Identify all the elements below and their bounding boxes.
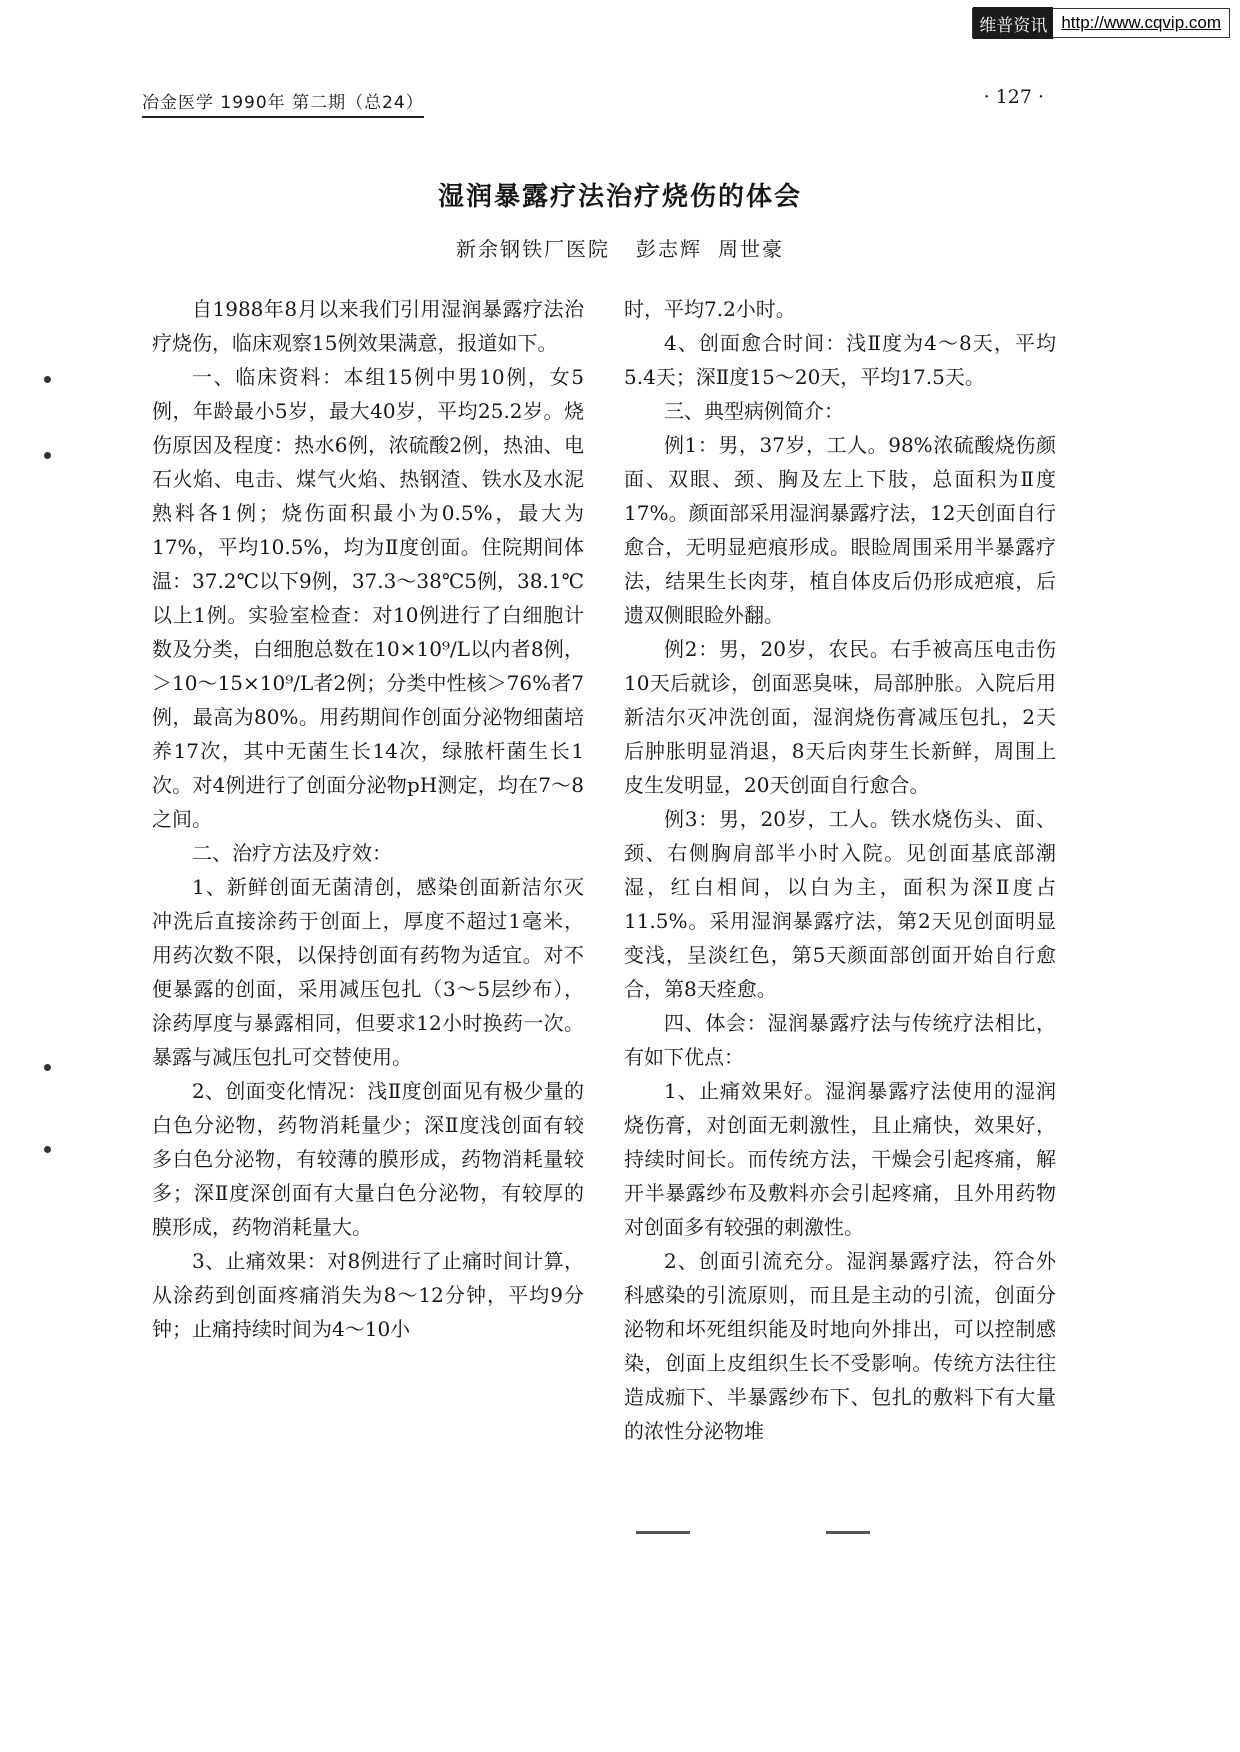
paragraph: 1、止痛效果好。湿润暴露疗法使用的湿润烧伤膏，对创面无刺激性，且止痛快，效果好，持续时间长。而传统方法，干燥会引起疼痛，解开半暴露纱布及敷料亦会引起疼痛，且外用药物对创面多有较强的刺激性。: [624, 1079, 1056, 1239]
right-column: [624, 292, 1056, 1448]
paragraph: 3、止痛效果：对8例进行了止痛时间计算，从涂药到创面疼痛消失为8～12分钟，平均9分钟；止痛持续时间为4～10小: [152, 1249, 584, 1341]
scan-artifact: [636, 1531, 690, 1534]
journal-info: 冶金医学 1990年 第二期（总24）: [142, 93, 424, 118]
page-number: · 127 ·: [983, 86, 1044, 108]
source-watermark: [972, 8, 1230, 38]
paragraph: 4、创面愈合时间：浅Ⅱ度为4～8天，平均5.4天；深Ⅱ度15～20天，平均17.5天。: [624, 331, 1056, 389]
paragraph: 一、临床资料：本组15例中男10例，女5例，年龄最小5岁，最大40岁，平均25.2岁。烧伤原因及程度：热水6例，浓硫酸2例，热油、电石火焰、电击、煤气火焰、热钢渣、铁水及水泥熟料各1例；烧伤面积最小为0.5%，最大为17%，平均10.5%，均为Ⅱ度创面。住院期间体温：37.2℃以下9例，37.3～38℃5例，38.1℃以上1例。实验室检查：对10例进行了白细胞计数及分类，白细胞总数在10×10⁹/L以内者8例，＞10～15×10⁹/L者2例；分类中性核＞76%者7例，最高为80%。用药期间作创面分泌物细菌培养17次，其中无菌生长14次，绿脓杆菌生长1次。对4例进行了创面分泌物pH测定，均在7～8之间。: [152, 365, 584, 831]
article-title: 湿润暴露疗法治疗烧伤的体会: [437, 182, 802, 212]
paragraph: 例2：男，20岁，农民。右手被高压电击伤10天后就诊，创面恶臭味，局部肿胀。入院后用新洁尔灭冲洗创面，湿润烧伤膏减压包扎，2天后肿胀明显消退，8天后肉芽生长新鲜，周围上皮生发明显，20天创面自行愈合。: [624, 637, 1056, 797]
scan-speck: [44, 376, 51, 383]
paragraph: 1、新鲜创面无菌清创，感染创面新洁尔灭冲洗后直接涂药于创面上，厚度不超过1毫米，用药次数不限，以保持创面有药物为适宜。对不便暴露的创面，采用减压包扎（3～5层纱布），涂药厚度与暴露相同，但要求12小时换药一次。暴露与减压包扎可交替使用。: [152, 875, 584, 1069]
paragraph: 时，平均7.2小时。: [624, 297, 796, 321]
section-heading: 三、典型病例简介：: [664, 399, 844, 423]
paragraph: 2、创面变化情况：浅Ⅱ度创面见有极少量的白色分泌物，药物消耗量少；深Ⅱ度浅创面有较多白色分泌物，有较薄的膜形成，药物消耗量较多；深Ⅱ度深创面有大量白色分泌物，有较厚的膜形成，药物消耗量大。: [152, 1079, 584, 1239]
section-heading: 二、治疗方法及疗效：: [192, 841, 392, 865]
scan-artifact: [826, 1531, 870, 1534]
left-column: [152, 292, 584, 1346]
paragraph: 2、创面引流充分。湿润暴露疗法，符合外科感染的引流原则，而且是主动的引流，创面分泌物和坏死组织能及时地向外排出，可以控制感染，创面上皮组织生长不受影响。传统方法往往造成痂下、半暴露纱布下、包扎的敷料下有大量的浓性分泌物堆: [624, 1249, 1056, 1443]
section-heading: 四、体会：湿润暴露疗法与传统疗法相比，有如下优点：: [624, 1011, 1056, 1069]
scan-speck: [44, 1064, 51, 1071]
affiliation: 新余钢铁厂医院: [456, 237, 610, 261]
paragraph: 自1988年8月以来我们引用湿润暴露疗法治疗烧伤，临床观察15例效果满意，报道如下。: [152, 297, 584, 355]
scan-speck: [44, 452, 51, 459]
paragraph: 例1：男，37岁，工人。98%浓硫酸烧伤颜面、双眼、颈、胸及左上下肢，总面积为Ⅱ度17%。颜面部采用湿润暴露疗法，12天创面自行愈合，无明显疤痕形成。眼睑周围采用半暴露疗法，结果生长肉芽，植自体皮后仍形成疤痕，后遗双侧眼睑外翻。: [624, 433, 1056, 627]
author: 周世豪: [718, 237, 784, 261]
watermark-url[interactable]: http://www.cqvip.com: [1061, 13, 1221, 32]
author: 彭志辉: [636, 237, 702, 261]
paragraph: 例3：男，20岁，工人。铁水烧伤头、面、颈、右侧胸肩部半小时入院。见创面基底部潮湿，红白相间，以白为主，面积为深Ⅱ度占11.5%。采用湿润暴露疗法，第2天见创面明显变浅，呈淡红色，第5天颜面部创面开始自行愈合，第8天痊愈。: [624, 807, 1056, 1001]
byline: [0, 233, 1240, 262]
scan-speck: [44, 1146, 51, 1153]
watermark-name: 维普资讯: [973, 7, 1053, 39]
running-head: [142, 88, 424, 113]
